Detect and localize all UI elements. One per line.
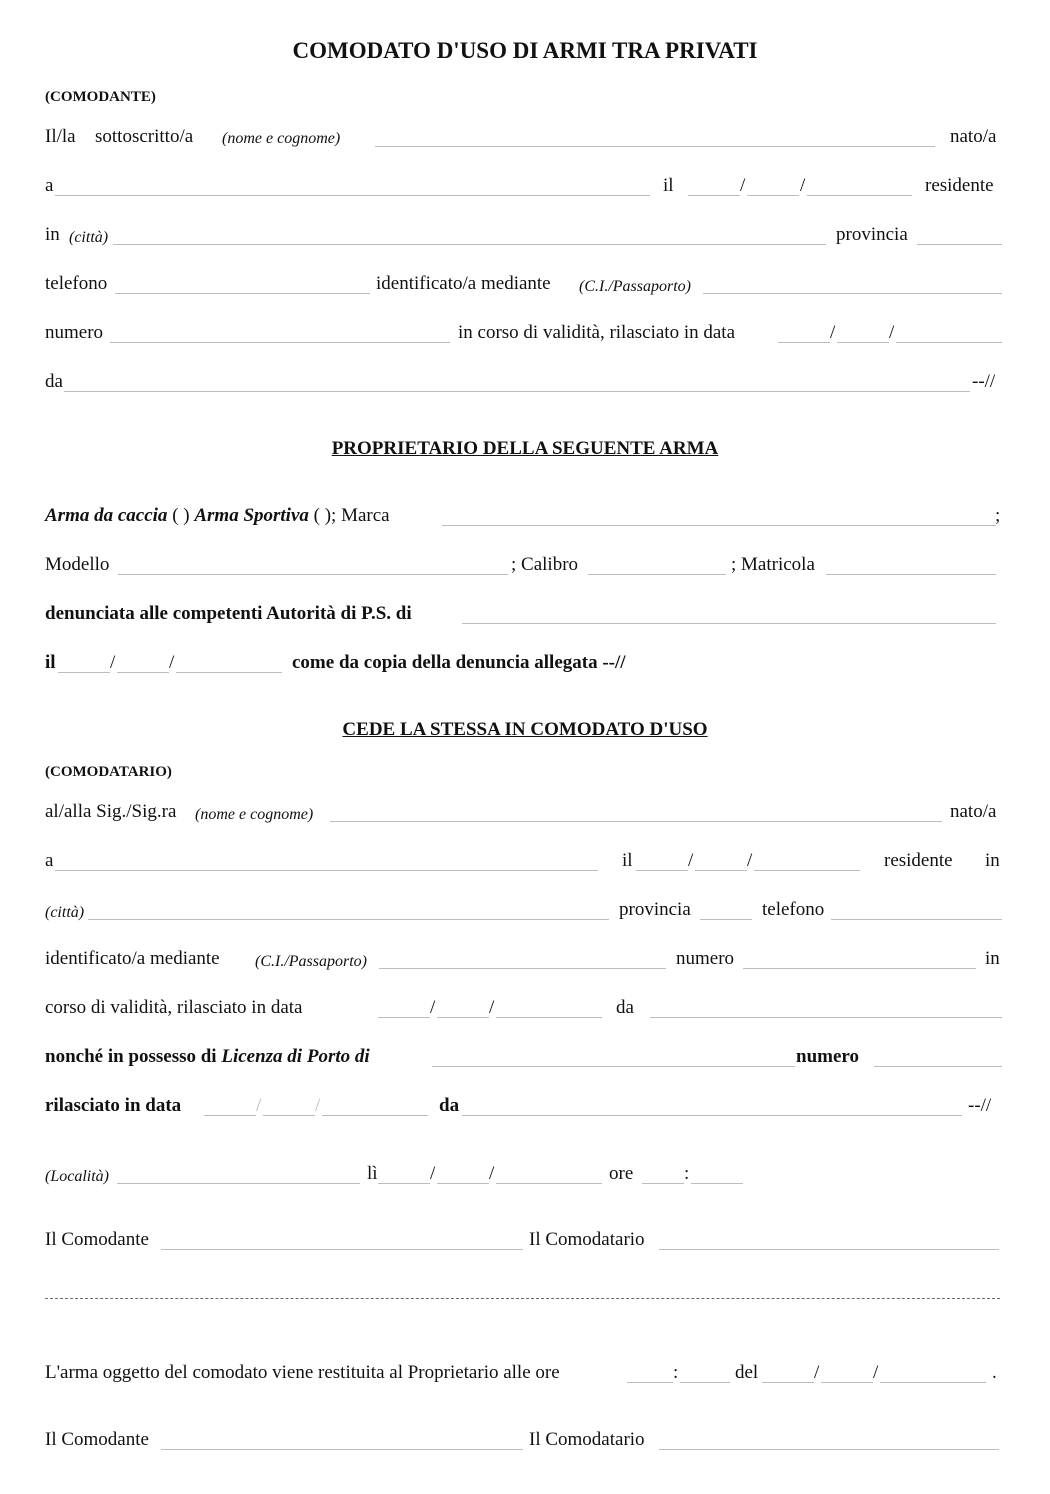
field-firma-comodatario[interactable]: [659, 1249, 999, 1250]
field-licenza-porto[interactable]: [432, 1066, 795, 1067]
label-ore: ore: [609, 1163, 634, 1184]
field-licenza-giorno[interactable]: [204, 1115, 256, 1116]
comodante-heading: (COMODANTE): [45, 89, 156, 105]
label-denunciata: denunciata alle competenti Autorità di P.S. di: [45, 603, 412, 624]
label-in: in: [985, 850, 1000, 871]
field-licenza-mese[interactable]: [263, 1115, 315, 1116]
cede-heading: CEDE LA STESSA IN COMODATO D'USO: [342, 719, 708, 740]
checkbox-arma-sportiva-marca[interactable]: ( ); Marca: [313, 505, 390, 526]
field-arma-calibro[interactable]: [588, 574, 726, 575]
period: .: [992, 1362, 997, 1383]
arma-heading: PROPRIETARIO DELLA SEGUENTE ARMA: [331, 438, 719, 459]
field-comodante-nascita-giorno[interactable]: [688, 195, 740, 196]
label-a: a: [45, 175, 54, 196]
hint-documento: (C.I./Passaporto): [255, 953, 367, 970]
label-in: in: [45, 224, 60, 245]
field-arma-matricola[interactable]: [826, 574, 996, 575]
hint-nome-cognome: (nome e cognome): [222, 130, 341, 147]
field-comodatario-nascita-mese[interactable]: [695, 870, 747, 871]
field-restituzione-minuti[interactable]: [680, 1382, 730, 1383]
label-il-la: Il/la: [45, 126, 76, 147]
field-arma-marca[interactable]: [442, 525, 996, 526]
field-comodante-rilascio-mese[interactable]: [837, 342, 889, 343]
comodatario-heading: (COMODATARIO): [45, 764, 172, 780]
field-comodatario-numero-documento[interactable]: [743, 968, 976, 969]
label-arma-caccia: Arma da caccia: [45, 505, 168, 526]
semicolon: ;: [995, 505, 1001, 526]
field-comodante-telefono[interactable]: [115, 293, 370, 294]
field-firma-mese[interactable]: [437, 1183, 489, 1184]
label-nato: nato/a: [950, 801, 997, 822]
field-comodante-rilascio-giorno[interactable]: [778, 342, 830, 343]
field-comodatario-provincia[interactable]: [700, 919, 752, 920]
label-identificato: identificato/a mediante: [376, 273, 551, 294]
field-comodante-documento[interactable]: [703, 293, 1002, 294]
field-comodante-rilascio-anno[interactable]: [896, 342, 1002, 343]
label-arma-sportiva: Arma Sportiva: [194, 505, 309, 526]
field-comodatario-rilascio-giorno[interactable]: [378, 1017, 430, 1018]
field-restituzione-firma-comodante[interactable]: [161, 1449, 523, 1450]
field-licenza-ente[interactable]: [462, 1115, 962, 1116]
date-slash: /: [169, 652, 175, 673]
date-slash: /: [800, 175, 806, 196]
date-slash: /: [256, 1095, 262, 1116]
label-in: in: [985, 948, 1000, 969]
date-slash: /: [110, 652, 116, 673]
label-restituzione: L'arma oggetto del comodato viene restituita al Proprietario alle ore: [45, 1362, 560, 1383]
label-comodatario-firma: Il Comodatario: [529, 1429, 645, 1450]
date-slash: /: [688, 850, 694, 871]
field-licenza-anno[interactable]: [322, 1115, 428, 1116]
date-slash: /: [430, 1163, 436, 1184]
document-title: COMODATO D'USO DI ARMI TRA PRIVATI: [292, 38, 758, 63]
label-il-denuncia: il: [45, 652, 56, 673]
field-denuncia-mese[interactable]: [117, 672, 169, 673]
label-rilasciato-data: rilasciato in data: [45, 1095, 182, 1116]
label-sottoscritto: sottoscritto/a: [95, 126, 194, 147]
label-numero: numero: [45, 322, 104, 343]
label-numero-licenza: numero: [796, 1046, 859, 1067]
field-restituzione-giorno[interactable]: [762, 1382, 814, 1383]
field-firma-anno[interactable]: [496, 1183, 602, 1184]
field-restituzione-ora[interactable]: [627, 1382, 673, 1383]
time-colon: :: [673, 1362, 679, 1383]
date-slash: /: [740, 175, 746, 196]
label-comodante-firma: Il Comodante: [45, 1229, 149, 1250]
field-comodatario-ente-rilascio[interactable]: [650, 1017, 1002, 1018]
date-slash: /: [873, 1362, 879, 1383]
label-matricola: ; Matricola: [731, 554, 815, 575]
date-slash: /: [430, 997, 436, 1018]
field-firma-minuti[interactable]: [691, 1183, 743, 1184]
label-il: il: [663, 175, 674, 196]
field-arma-autorita[interactable]: [462, 623, 996, 624]
date-slash: /: [747, 850, 753, 871]
label-residente: residente: [925, 175, 994, 196]
field-comodante-nascita-mese[interactable]: [747, 195, 799, 196]
checkbox-arma-caccia[interactable]: ( ): [172, 505, 190, 526]
label-modello: Modello: [45, 554, 110, 575]
field-comodatario-rilascio-mese[interactable]: [437, 1017, 489, 1018]
field-comodatario-citta[interactable]: [88, 919, 609, 920]
label-da-licenza: da: [439, 1095, 460, 1116]
label-numero: numero: [676, 948, 735, 969]
field-comodante-numero-documento[interactable]: [110, 342, 450, 343]
date-slash: /: [830, 322, 836, 343]
field-comodante-ente-rilascio[interactable]: [64, 391, 970, 392]
label-del: del: [735, 1362, 759, 1383]
field-comodante-luogo-nascita[interactable]: [55, 195, 650, 196]
label-provincia: provincia: [619, 899, 691, 920]
field-firma-giorno[interactable]: [378, 1183, 430, 1184]
hint-citta: (città): [45, 904, 85, 921]
field-comodatario-rilascio-anno[interactable]: [496, 1017, 602, 1018]
field-arma-modello[interactable]: [118, 574, 508, 575]
field-firma-comodante[interactable]: [161, 1249, 523, 1250]
field-restituzione-firma-comodatario[interactable]: [659, 1449, 999, 1450]
label-residente: residente: [884, 850, 953, 871]
label-comodatario-firma: Il Comodatario: [529, 1229, 645, 1250]
field-comodante-citta[interactable]: [113, 244, 826, 245]
hint-documento: (C.I./Passaporto): [579, 278, 691, 295]
date-slash: /: [489, 997, 495, 1018]
label-li: lì: [367, 1163, 378, 1184]
field-comodatario-nascita-anno[interactable]: [754, 870, 860, 871]
field-denuncia-giorno[interactable]: [58, 672, 110, 673]
label-da: da: [45, 371, 63, 392]
label-corso-validita: corso di validità, rilasciato in data: [45, 997, 303, 1018]
field-comodatario-telefono[interactable]: [831, 919, 1002, 920]
label-il: il: [622, 850, 633, 871]
date-slash: /: [315, 1095, 321, 1116]
field-comodatario-documento[interactable]: [379, 968, 666, 969]
field-comodatario-luogo-nascita[interactable]: [55, 870, 598, 871]
date-slash: /: [814, 1362, 820, 1383]
label-a: a: [45, 850, 54, 871]
time-colon: :: [684, 1163, 690, 1184]
end-mark: --//: [968, 1095, 992, 1116]
field-comodante-provincia[interactable]: [917, 244, 1002, 245]
label-comodante-firma: Il Comodante: [45, 1429, 149, 1450]
label-provincia: provincia: [836, 224, 908, 245]
field-firma-ora[interactable]: [642, 1183, 684, 1184]
hint-citta: (città): [69, 229, 109, 246]
label-possesso: nonché in possesso di: [45, 1046, 217, 1067]
field-restituzione-mese[interactable]: [821, 1382, 873, 1383]
label-rilasciato: in corso di validità, rilasciato in data: [458, 322, 736, 343]
hint-nome-cognome: (nome e cognome): [195, 806, 314, 823]
field-localita[interactable]: [117, 1183, 360, 1184]
label-licenza-porto: Licenza di Porto di: [221, 1046, 370, 1067]
label-identificato: identificato/a mediante: [45, 948, 220, 969]
date-slash: /: [489, 1163, 495, 1184]
label-calibro: ; Calibro: [511, 554, 579, 575]
field-denuncia-anno[interactable]: [176, 672, 282, 673]
end-mark: --//: [972, 371, 996, 392]
field-comodante-nome[interactable]: [375, 146, 935, 147]
label-telefono: telefono: [762, 899, 825, 920]
date-slash: /: [889, 322, 895, 343]
field-comodatario-nome[interactable]: [330, 821, 942, 822]
label-da: da: [616, 997, 634, 1018]
hint-localita: (Località): [45, 1168, 109, 1185]
label-telefono: telefono: [45, 273, 108, 294]
label-nato: nato/a: [950, 126, 997, 147]
field-licenza-numero[interactable]: [874, 1066, 1002, 1067]
field-comodante-nascita-anno[interactable]: [807, 195, 912, 196]
label-sig: al/alla Sig./Sig.ra: [45, 801, 177, 822]
cut-line-divider: [45, 1298, 1000, 1299]
field-restituzione-anno[interactable]: [880, 1382, 986, 1383]
label-copia-denuncia: come da copia della denuncia allegata --//: [292, 652, 626, 673]
field-comodatario-nascita-giorno[interactable]: [636, 870, 688, 871]
